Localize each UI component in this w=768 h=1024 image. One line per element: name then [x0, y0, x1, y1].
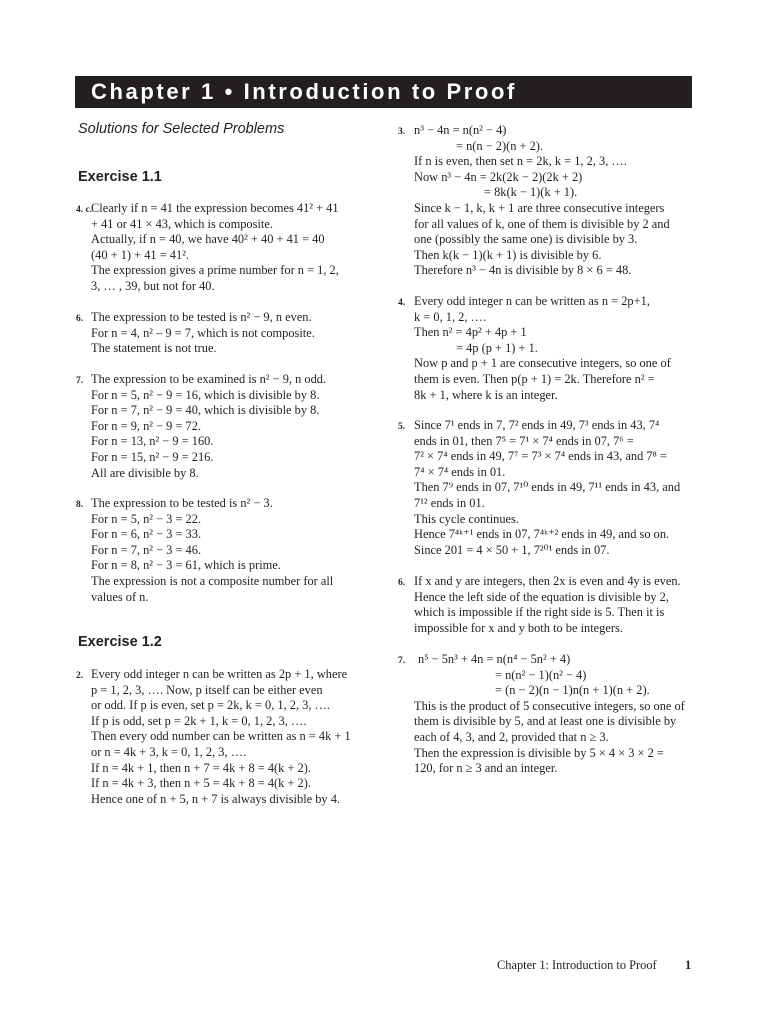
problem-line: Since k − 1, k, k + 1 are three consecutive integers	[414, 200, 665, 215]
problem-line: If x and y are integers, then 2x is even and 4y is even.	[414, 574, 681, 588]
problem-line: For n = 5, n² − 3 = 22.	[91, 511, 202, 526]
problem-line: which is impossible if the right side is 5. Then it is	[414, 605, 665, 620]
problem-line: 120, for n ≥ 3 and an integer.	[414, 761, 558, 776]
problem-line: Hence one of n + 5, n + 7 is always divisible by 4.	[91, 791, 341, 806]
problem-line: = n(n² − 1)(n² − 4)	[495, 667, 587, 682]
problem-line: This is the product of 5 consecutive integers, so one of	[414, 698, 685, 713]
chapter-title: Chapter 1 • Introduction to Proof	[75, 76, 692, 108]
problem-number: 7.	[398, 656, 406, 666]
problem-line: or n = 4k + 3, k = 0, 1, 2, 3, ….	[91, 744, 247, 759]
problem-line: them is even. Then p(p + 1) = 2k. Therefore n² =	[414, 371, 655, 386]
problem-line: Now p and p + 1 are consecutive integers, so one of	[414, 356, 671, 371]
problem-1-1-7	[76, 372, 326, 481]
problem-line: values of n.	[91, 589, 149, 604]
problem-line: For n = 15, n² − 9 = 216.	[91, 449, 214, 464]
problem-line: For n = 7, n² − 9 = 40, which is divisible by 8.	[91, 403, 320, 418]
problem-line: The expression gives a prime number for n = 1, 2,	[91, 263, 339, 278]
problem-line: Then 7⁹ ends in 07, 7¹⁰ ends in 49, 7¹¹ ends in 43, and	[414, 480, 681, 495]
problem-line: Hence 7⁴ᵏ⁺¹ ends in 07, 7⁴ᵏ⁺² ends in 49, and so on.	[414, 527, 670, 542]
problem-number: 6.	[76, 314, 84, 324]
problem-line: For n = 8, n² − 3 = 61, which is prime.	[91, 558, 281, 573]
problem-line: Now n³ − 4n = 2k(2k − 2)(2k + 2)	[414, 169, 583, 184]
problem-number: 5.	[398, 422, 406, 432]
problem-line: For n = 13, n² − 9 = 160.	[91, 434, 214, 449]
problem-1-2-7	[398, 652, 685, 777]
problem-line: them is divisible by 5, and at least one is divisible by	[414, 714, 677, 729]
problem-1-1-8	[76, 496, 333, 605]
problem-line: The statement is not true.	[91, 341, 217, 356]
problem-line: Then the expression is divisible by 5 × 4 × 3 × 2 =	[414, 745, 664, 760]
problem-line: 7¹² ends in 01.	[414, 495, 485, 510]
problem-line: each of 4, 3, and 2, provided that n ≥ 3.	[414, 729, 609, 744]
problem-line: n³ − 4n = n(n² − 4)	[414, 123, 507, 137]
problem-line: n⁵ − 5n³ + 4n = n(n⁴ − 5n² + 4)	[418, 652, 571, 666]
problem-line: (40 + 1) + 41 = 41².	[91, 247, 189, 262]
section-subtitle: Solutions for Selected Problems	[78, 121, 285, 137]
problem-line: Actually, if n = 40, we have 40² + 40 + 41 = 40	[91, 232, 325, 247]
problem-line: k = 0, 1, 2, ….	[414, 309, 487, 324]
problem-line: + 41 or 41 × 43, which is composite.	[91, 216, 273, 231]
problem-line: Since 7¹ ends in 7, 7² ends in 49, 7³ ends in 43, 7⁴	[414, 418, 660, 432]
problem-line: impossible for x and y both to be integers.	[414, 620, 623, 635]
problem-line: 8k + 1, where k is an integer.	[414, 387, 558, 402]
problem-line: For n = 4, n² – 9 = 7, which is not composite.	[91, 325, 315, 340]
problem-line: for all values of k, one of them is divisible by 2 and	[414, 216, 670, 231]
problem-1-2-2	[76, 667, 351, 807]
problem-line: For n = 9, n² − 9 = 72.	[91, 418, 202, 433]
problem-1-1-6	[76, 310, 315, 357]
problem-number: 6.	[398, 578, 406, 588]
problem-line: = 8k(k − 1)(k + 1).	[484, 185, 578, 200]
problem-line: For n = 5, n² − 9 = 16, which is divisible by 8.	[91, 387, 320, 402]
problem-line: The expression to be examined is n² − 9, n odd.	[91, 372, 327, 386]
problem-1-2-4	[398, 294, 671, 403]
problem-number: 7.	[76, 376, 84, 386]
problem-line: 7⁴ × 7⁴ ends in 01.	[414, 464, 506, 479]
problem-line: If n = 4k + 1, then n + 7 = 4k + 8 = 4(k + 2).	[91, 760, 311, 775]
exercise-1-1-heading: Exercise 1.1	[78, 169, 162, 185]
problem-line: 7² × 7⁴ ends in 49, 7⁷ = 7³ × 7⁴ ends in 43, and 7⁸ =	[414, 449, 667, 464]
problem-line: For n = 7, n² − 3 = 46.	[91, 542, 202, 557]
problem-line: = n(n − 2)(n + 2).	[456, 138, 544, 153]
problem-line: one (possibly the same one) is divisible by 3.	[414, 232, 638, 247]
problem-number: 4.	[398, 298, 406, 308]
problem-line: Therefore n³ − 4n is divisible by 8 × 6 = 48.	[414, 263, 632, 278]
problem-line: p = 1, 2, 3, …. Now, p itself can be either even	[91, 682, 323, 697]
problem-number: 4. c.	[76, 205, 93, 215]
problem-line: Then every odd number can be written as n = 4k + 1	[91, 729, 351, 744]
running-footer: Chapter 1: Introduction to Proof	[497, 958, 657, 972]
exercise-1-2-heading: Exercise 1.2	[78, 634, 162, 650]
problem-line: Hence the left side of the equation is divisible by 2,	[414, 589, 669, 604]
problem-number: 8.	[76, 500, 84, 510]
problem-line: For n = 6, n² − 3 = 33.	[91, 527, 202, 542]
problem-line: Clearly if n = 41 the expression becomes 41² + 41	[91, 201, 339, 215]
problem-1-1-4c	[76, 201, 339, 295]
problem-line: Then k(k − 1)(k + 1) is divisible by 6.	[414, 247, 602, 262]
problem-line: The expression to be tested is n² − 9, n even.	[91, 310, 312, 324]
problem-1-2-6	[398, 574, 681, 636]
problem-line: ends in 01, then 7⁵ = 7¹ × 7⁴ ends in 07, 7⁶ =	[414, 433, 634, 448]
problem-line: If n = 4k + 3, then n + 5 = 4k + 8 = 4(k + 2).	[91, 776, 311, 791]
problem-line: The expression to be tested is n² − 3.	[91, 496, 273, 510]
problem-line: = 4p (p + 1) + 1.	[456, 340, 538, 355]
page-number: 1	[685, 958, 692, 972]
problem-number: 2.	[76, 671, 84, 681]
problem-line: Since 201 = 4 × 50 + 1, 7²⁰¹ ends in 07.	[414, 542, 610, 557]
problem-line: This cycle continues.	[414, 511, 519, 526]
problem-line: If n is even, then set n = 2k, k = 1, 2, 3, ….	[414, 154, 627, 169]
problem-line: Then n² = 4p² + 4p + 1	[414, 325, 527, 340]
problem-line: Every odd integer n can be written as 2p + 1, where	[91, 667, 348, 681]
problem-line: 3, … , 39, but not for 40.	[91, 278, 215, 293]
problem-line: If p is odd, set p = 2k + 1, k = 0, 1, 2, 3, ….	[91, 713, 307, 728]
problem-1-2-3	[398, 123, 670, 279]
problem-line: = (n − 2)(n − 1)n(n + 1)(n + 2).	[495, 683, 650, 698]
problem-line: All are divisible by 8.	[91, 465, 199, 480]
problem-1-2-5	[398, 418, 680, 558]
problem-line: The expression is not a composite number for all	[91, 573, 334, 588]
problem-line: Every odd integer n can be written as n = 2p+1,	[414, 294, 650, 308]
problem-line: or odd. If p is even, set p = 2k, k = 0, 1, 2, 3, ….	[91, 698, 331, 713]
problem-number: 3.	[398, 127, 406, 137]
